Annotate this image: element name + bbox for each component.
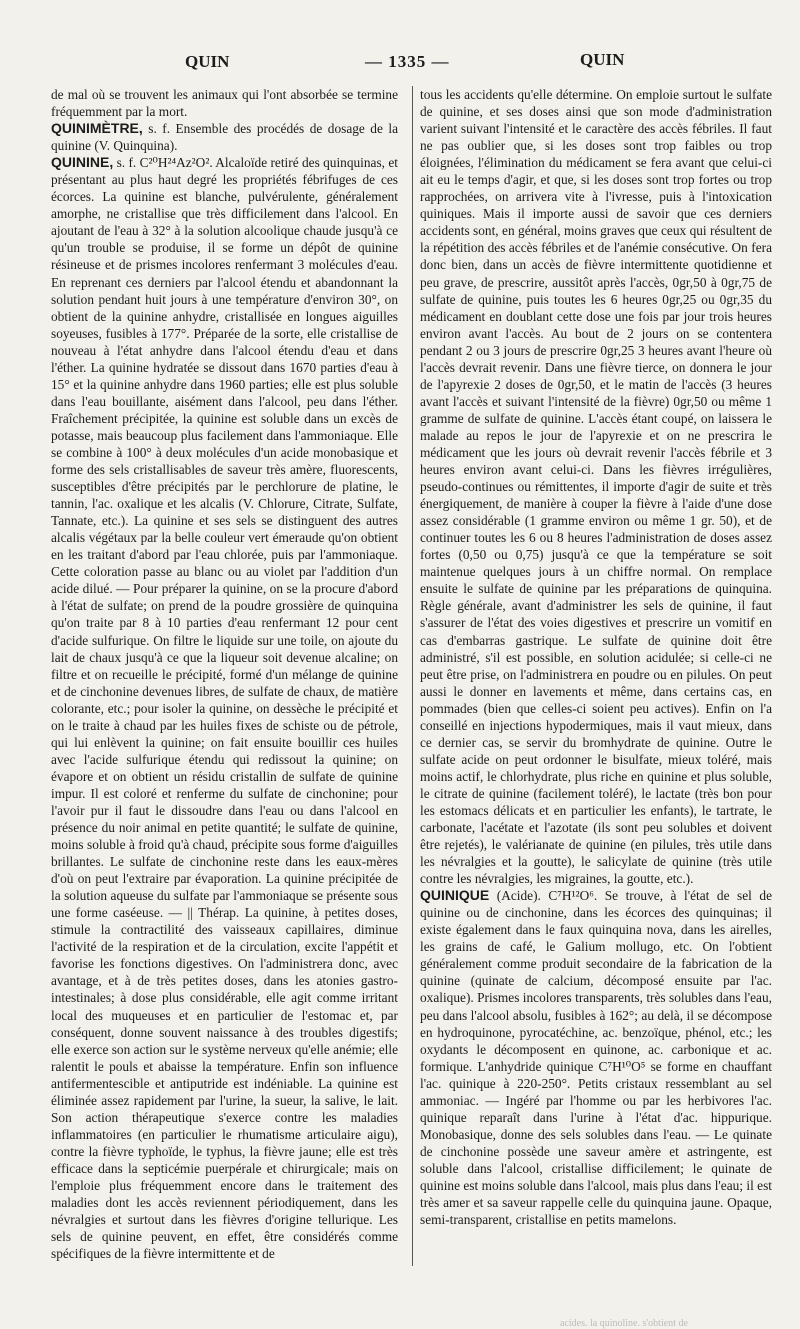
bleed-through-text: acides. la quinoline. s'obtient de	[560, 1318, 688, 1329]
page-header	[40, 50, 770, 78]
running-head-left: QUIN	[185, 52, 230, 71]
entry-text: (Acide). C⁷H¹²O⁶. Se trouve, à l'état de sel de quinine ou de cinchonine, dans les écorces des quinquinas; il existe également dans le faux quinquina nova, dans les airelles, les grains de café, le Galium mollugo, etc. On l'obtient généralement comme produit secondaire de la fabrication de la quinine (quinate de calcium, décomposé ensuite par l'ac. oxalique). Prismes incolores transparents, très solubles dans l'eau, peu dans l'alcool absolu, fusibles à 162°; au delà, il se décompose en hydroquinone, pyrocatéchine, ac. benzoïque, phénol, etc.; les oxydants le décomposent en quinone, ac. carbonique et ac. formique. L'anhydride quinique C⁷H¹⁰O⁵ se forme en chauffant l'ac. quinique à 220-250°. Petits cristaux ressemblant au sel ammoniac. — Ingéré par l'homme ou par les herbivores l'ac. quinique reparaît dans l'urine à l'état d'ac. hippurique. Monobasique, donne des sels solubles dans l'eau. — Le quinate de cinchonine possède une saveur amère et astringente, est soluble dans l'alcool, cristallise difficilement; le quinate de quinine est moins soluble dans l'alcool, mais plus dans l'eau; il est très amer et sa saveur rappelle celle du quinquina jaune. Opaque, semi-transparent, cristallise en petits mamelons.	[420, 888, 772, 1228]
continued-paragraph: tous les accidents qu'elle détermine. On emploie surtout le sulfate de quinine, et ses doses ainsi que son mode d'administration varient suivant l'intensité et le caractère des accès fébriles. Il faut ne pas oublier que, si les doses sont trop faibles ou trop éloignées, l'élimination du médicament se fera avant que celui-ci ait eu le temps d'agir, et que, si les doses sont trop fortes ou trop rapprochées, on arrivera vite à l'ivresse, puis à l'intoxication quiniques. Mais il importe aussi de savoir que ces derniers accidents sont, en général, moins graves que ceux qui résultent de la répétition des accès fébriles et de l'anémie consécutive. On fera donc bien, dans un accès de fièvre intermittente quotidienne et peu grave, de prescrire, aussitôt après l'accès, 0gr,50 à 0gr,75 de sulfate de quinine, puis toutes les 6 heures 0gr,25 ou 0gr,35 du médicament en doublant cette dose une fois par jour trois heures environ avant l'accès. Au bout de 2 jours on se contentera pendant 2 ou 3 jours de prescrire 0gr,25 3 heures avant l'heure où l'accès devrait revenir. Dans une fièvre tierce, on donnera le jour de l'apyrexie 2 doses de 0gr,50, et le matin de l'accès (3 heures avant l'accès et suivant l'intensité de la fièvre) 0gr,50 ou même 1 gramme de sulfate de quinine. L'accès étant coupé, on laissera le malade au repos le jour de l'apyrexie et on ne prescrira le médicament que les jours où devrait revenir l'accès fébrile et 3 heures environ avant celui-ci. Dans les fièvres irrégulières, pseudo-continues ou rémittentes, il importe d'agir de suite et très énergiquement, de manière à couper la fièvre à l'aide d'une dose assez considérable (1 gramme environ ou même 1 gr. 50), et de continuer toutes les 6 ou 8 heures l'administration de doses assez fortes (0,50 ou 0,75) jusqu'à ce que la température se soit maintenue quelques jours à un chiffre normal. On remplace ensuite le sulfate de quinine par les préparations de quinquina. Règle générale, avant d'administrer les sels de quinine, il faut s'assurer de l'état des voies digestives et prescrire un vomitif en cas d'embarras gastrique. Le sulfate de quinine doit être administré, s'il est possible, en solution acidulée; si celle-ci ne peut être prise, on l'administrera en poudre ou en pilules. On peut aussi le donner en lavements et même, dans certains cas, en pommades (bien que celles-ci soient peu actives). Enfin on l'a conseillé en injections hypodermiques, mais il vaut mieux, dans ce dernier cas, se servir du bromhydrate de quinine. Outre le sulfate acide on peut ordonner le bisulfate, mieux toléré, mais moins actif, le chlorhydrate, plus riche en quinine et plus soluble, le citrate de quinine (facilement toléré), le lactate (très bon pour les estomacs délicats et en particulier les enfants), le tartrate, le carbonate, l'acétate et l'azotate (ils sont peu solubles et doivent être rejetés), le valérianate de quinine (en pilules, très utile dans les névralgies et la goutte), le salicylate de quinine (très utile contre les névralgies, les migraines, la goutte, etc.).	[420, 87, 772, 887]
left-column	[51, 86, 398, 1262]
headword: QUININE,	[51, 154, 114, 171]
continued-paragraph: de mal où se trouvent les animaux qui l'ont absorbée se termine fréquemment par la mort.	[51, 87, 398, 120]
column-divider	[412, 86, 413, 1266]
headword: QUINIQUE	[420, 887, 490, 904]
right-column	[420, 86, 772, 1228]
entry-text: s. f. C²⁰H²⁴Az²O². Alcaloïde retiré des quinquinas, et présentant au plus haut degré les propriétés fébrifuges de ces écorces. La quinine est blanche, pulvérulente, généralement amorphe, ne cristallise que très difficilement dans l'alcool. En ajoutant de l'eau à 32° à la solution alcoolique chaude jusqu'à ce qu'un trouble se produise, il se forme un dépôt de quinine résineuse et de prismes incolores renfermant 3 molécules d'eau. En reprenant ces derniers par l'alcool étendu et abandonnant la solution pendant huit jours à une température d'environ 30°, on obtient de la quinine anhydre, cristallisée en longues aiguilles soyeuses, fusibles à 177°. Préparée de la sorte, elle cristallise de nouveau à l'état anhydre dans l'alcool étendu d'eau et dans l'éther. La quinine hydratée se dissout dans 1670 parties d'eau à 15° et la quinine anhydre dans 1960 parties; elle est plus soluble dans l'eau bouillante, aisément dans l'alcool, peu dans l'éther. Fraîchement précipitée, la quinine est soluble dans un excès de potasse, mais beaucoup plus facilement dans l'ammoniaque. Elle se combine à 100° à deux molécules d'un acide monobasique et forme des sels cristallisables de saveur très amère, fluorescents, susceptibles d'être précipités par le perchlorure de platine, le tannin, l'ac. oxalique et les alcalis (V. Chlorure, Citrate, Sulfate, Tannate, etc.). La quinine et ses sels se distinguent des autres alcalis végétaux par la belle couleur vert émeraude qu'on obtient en les traitant d'abord par l'eau chlorée, puis par l'ammoniaque. Cette coloration passe au blanc ou au violet par l'addition d'un acide dilué. — Pour préparer la quinine, on se la procure d'abord à l'état de sulfate; on prend de la poudre grossière de quinquina qu'on traite par 8 à 10 parties d'eau renfermant 12 pour cent d'acide sulfurique. On filtre le liquide sur une toile, on ajoute du lait de chaux jusqu'à ce que la liqueur soit devenue alcaline; on filtre et on recueille le précipité, formé d'un mélange de quinine et de cinchonine devenues libres, de sulfate de chaux, de matière colorante, etc.; pour isoler la quinine, on dessèche le précipité et on le traite à chaud par les huiles fixes de schiste ou de pétrole, qui lui enlèvent la quinine; on fait ensuite bouillir ces huiles avec l'acide sulfurique étendu qui redissout la quinine; on évapore et on obtient un résidu cristallin de sulfate de quinine impur. Il est coloré et renferme du sulfate de cinchonine; pour l'avoir pur il faut le dissoudre dans l'eau ou dans l'alcool en présence du noir animal en petite quantité; le sulfate de quinine, moins soluble à froid qu'à chaud, précipite sous forme d'aiguilles brillantes. Le sulfate de cinchonine reste dans les eaux-mères d'où on peut l'extraire par évaporation. La quinine précipitée de la solution aqueuse du sulfate par l'ammoniaque se présente sous une forme caséeuse. — || Thérap. La quinine, à petites doses, stimule la contractilité des vaisseaux capillaires, diminue l'activité de la respiration et de la circulation, excite l'appétit et favorise les fonctions digestives. On l'administrera donc, avec avantage, et à de très petites doses, dans les atonies gastro-intestinales; à dose plus considérable, elle agit comme irritant local des muqueuses et en particulier de l'estomac et, par conséquent, donne souvent naissance à des troubles digestifs; elle exerce son action sur le système nerveux qu'elle anémie; elle ralentit le pouls et abaisse la température. Enfin son influence antifermentescible et antiputride est indéniable. La quinine est éliminée assez rapidement par l'urine, la sueur, la salive, le lait. Son action thérapeutique s'exerce contre les maladies inflammatoires (en particulier le rhumatisme articulaire aigu), contre la fièvre typhoïde, le typhus, la fièvre jaune; elle est très efficace dans la septicémie puerpérale et chirurgicale; mais on l'emploie plus fréquemment encore dans le traitement des maladies dont les accès reviennent périodiquement, dans les névralgies et surtout dans les fièvres d'origine tellurique. Les sels de quinine peuvent, en effet, être considérés comme spécifiques de la fièvre intermittente et de	[51, 155, 398, 1262]
entry-text: s. f. Ensemble des procédés de dosage de la quinine (V. Quinquina).	[51, 121, 398, 154]
entry-quinique	[420, 887, 772, 1228]
entry-quinine	[51, 154, 398, 1262]
running-head-right: QUIN	[580, 50, 625, 69]
page-number: — 1335 —	[365, 52, 450, 71]
headword: QUINIMÈTRE,	[51, 120, 143, 137]
entry-quinimetre	[51, 120, 398, 154]
